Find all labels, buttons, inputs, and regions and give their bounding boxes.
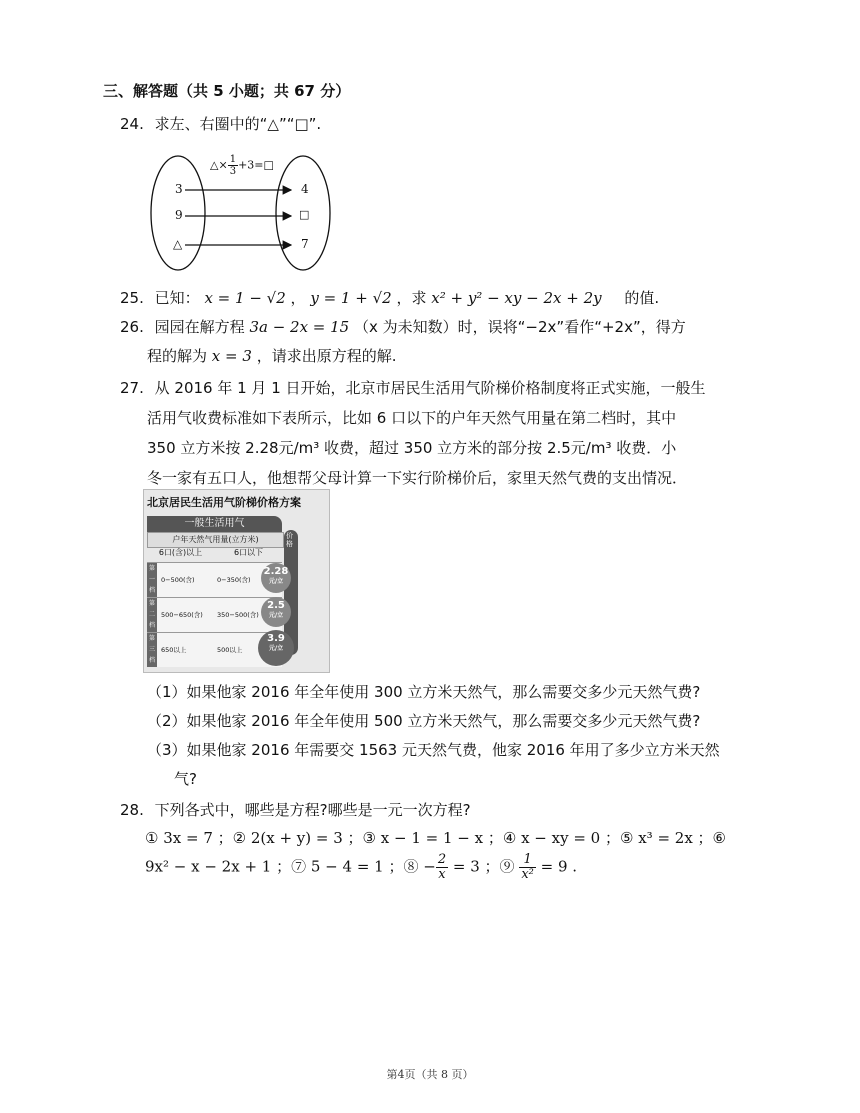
table-columns bbox=[147, 546, 282, 560]
question-26-line2: 程的解为 x = 3 ，请求出原方程的解. bbox=[147, 347, 397, 365]
cell: 500以上 bbox=[217, 646, 243, 654]
question-27: 27. 从 2016 年 1 月 1 日开始，北京市居民生活用气阶梯价格制度将正式实施，一般生 bbox=[120, 379, 706, 397]
tier-label: 第二档 bbox=[147, 598, 157, 632]
left-value-2: 9 bbox=[175, 208, 183, 222]
question-28-line2: 9x² − x − 2x + 1 ；⑦ 5 − 4 = 1 ；⑧ − $\frac{2}{x}$ = 3 ；⑨ $\frac{1}{\text{x²}}$ = 9 . bbox=[145, 852, 578, 882]
math-y: y = 1 + √2 bbox=[310, 289, 392, 307]
cell: 350−500(含) bbox=[217, 611, 259, 619]
tier-label: 第一档 bbox=[147, 563, 157, 597]
question-25: 25. 已知： x = 1 − √2 ， y = 1 + √2 ，求 x² + y² − xy − 2x + 2y 的值. bbox=[120, 289, 660, 307]
page-footer: 第4页（共 8 页） bbox=[386, 1068, 474, 1081]
question-number: 24. bbox=[120, 115, 144, 133]
tier-label: 第三档 bbox=[147, 633, 157, 667]
col-header-1: 6口(含)以上 bbox=[158, 548, 203, 557]
question-27-sub3: （3）如果他家 2016 年需要交 1563 元天然气费，他家 2016 年用了多少立方米天然 bbox=[147, 741, 720, 759]
question-26: 26. 园园在解方程 3a − 2x = 15 （x 为未知数）时，误将“−2x”看作“+2x”，得方 bbox=[120, 318, 686, 336]
table-title: 北京居民生活用气阶梯价格方案 bbox=[147, 496, 301, 509]
math-solution: x = 3 bbox=[211, 347, 252, 365]
gas-price-table bbox=[143, 489, 330, 673]
table-subheader: 户年天然气用量(立方米) bbox=[147, 532, 284, 548]
question-27-line2: 活用气收费标准如下表所示，比如 6 口以下的户年天然气用量在第二档时，其中 bbox=[147, 409, 677, 427]
right-value-3: 7 bbox=[301, 237, 309, 251]
question-27-sub2: （2）如果他家 2016 年全年使用 500 立方米天然气，那么需要交多少元天然气费? bbox=[147, 712, 701, 730]
math-expression: x² + y² − xy − 2x + 2y bbox=[431, 289, 602, 307]
cell: 500−650(含) bbox=[161, 611, 203, 619]
question-24 bbox=[120, 113, 321, 135]
section-title: 三、解答题（共 5 小题；共 67 分） bbox=[103, 82, 351, 100]
right-value-2: □ bbox=[299, 208, 310, 221]
math-equation: 3a − 2x = 15 bbox=[249, 318, 350, 336]
question-28-line1: ① 3x = 7 ；② 2(x + y) = 3 ；③ x − 1 = 1 − x ；④ x − xy = 0 ；⑤ x³ = 2x ；⑥ bbox=[145, 829, 726, 847]
question-27-line3: 350 立方米按 2.28元/m³ 收费，超过 350 立方米的部分按 2.5元/m³ 收费．小 bbox=[147, 439, 677, 457]
price-badge: 2.5 元/立 bbox=[261, 597, 291, 627]
question-text: 求左、右圈中的“△”“□”. bbox=[154, 115, 322, 133]
question-27-line4: 冬一家有五口人，他想帮父母计算一下实行阶梯价后，家里天然气费的支出情况． bbox=[147, 469, 688, 487]
price-badge: 2.28 元/立 bbox=[261, 563, 291, 593]
cell: 0−500(含) bbox=[161, 576, 195, 584]
question-27-sub3-line2: 气? bbox=[174, 770, 197, 788]
price-label: 价格 bbox=[286, 532, 293, 548]
table-header: 一般生活用气 bbox=[147, 516, 282, 532]
question-27-sub1: （1）如果他家 2016 年全年使用 300 立方米天然气，那么需要交多少元天然气费? bbox=[147, 683, 701, 701]
left-value-1: 3 bbox=[175, 182, 183, 196]
cell: 650以上 bbox=[161, 646, 187, 654]
math-x: x = 1 − √2 bbox=[204, 289, 286, 307]
left-value-3: △ bbox=[173, 237, 183, 251]
mapping-formula: △× $\frac{1}{3}$ +3=□ bbox=[210, 154, 274, 177]
right-value-1: 4 bbox=[301, 182, 309, 196]
price-badge: 3.9 元/立 bbox=[258, 630, 294, 666]
question-28: 28. 下列各式中，哪些是方程?哪些是一元一次方程? bbox=[120, 801, 471, 819]
cell: 0−350(含) bbox=[217, 576, 251, 584]
col-header-2: 6口以下 bbox=[233, 548, 264, 557]
